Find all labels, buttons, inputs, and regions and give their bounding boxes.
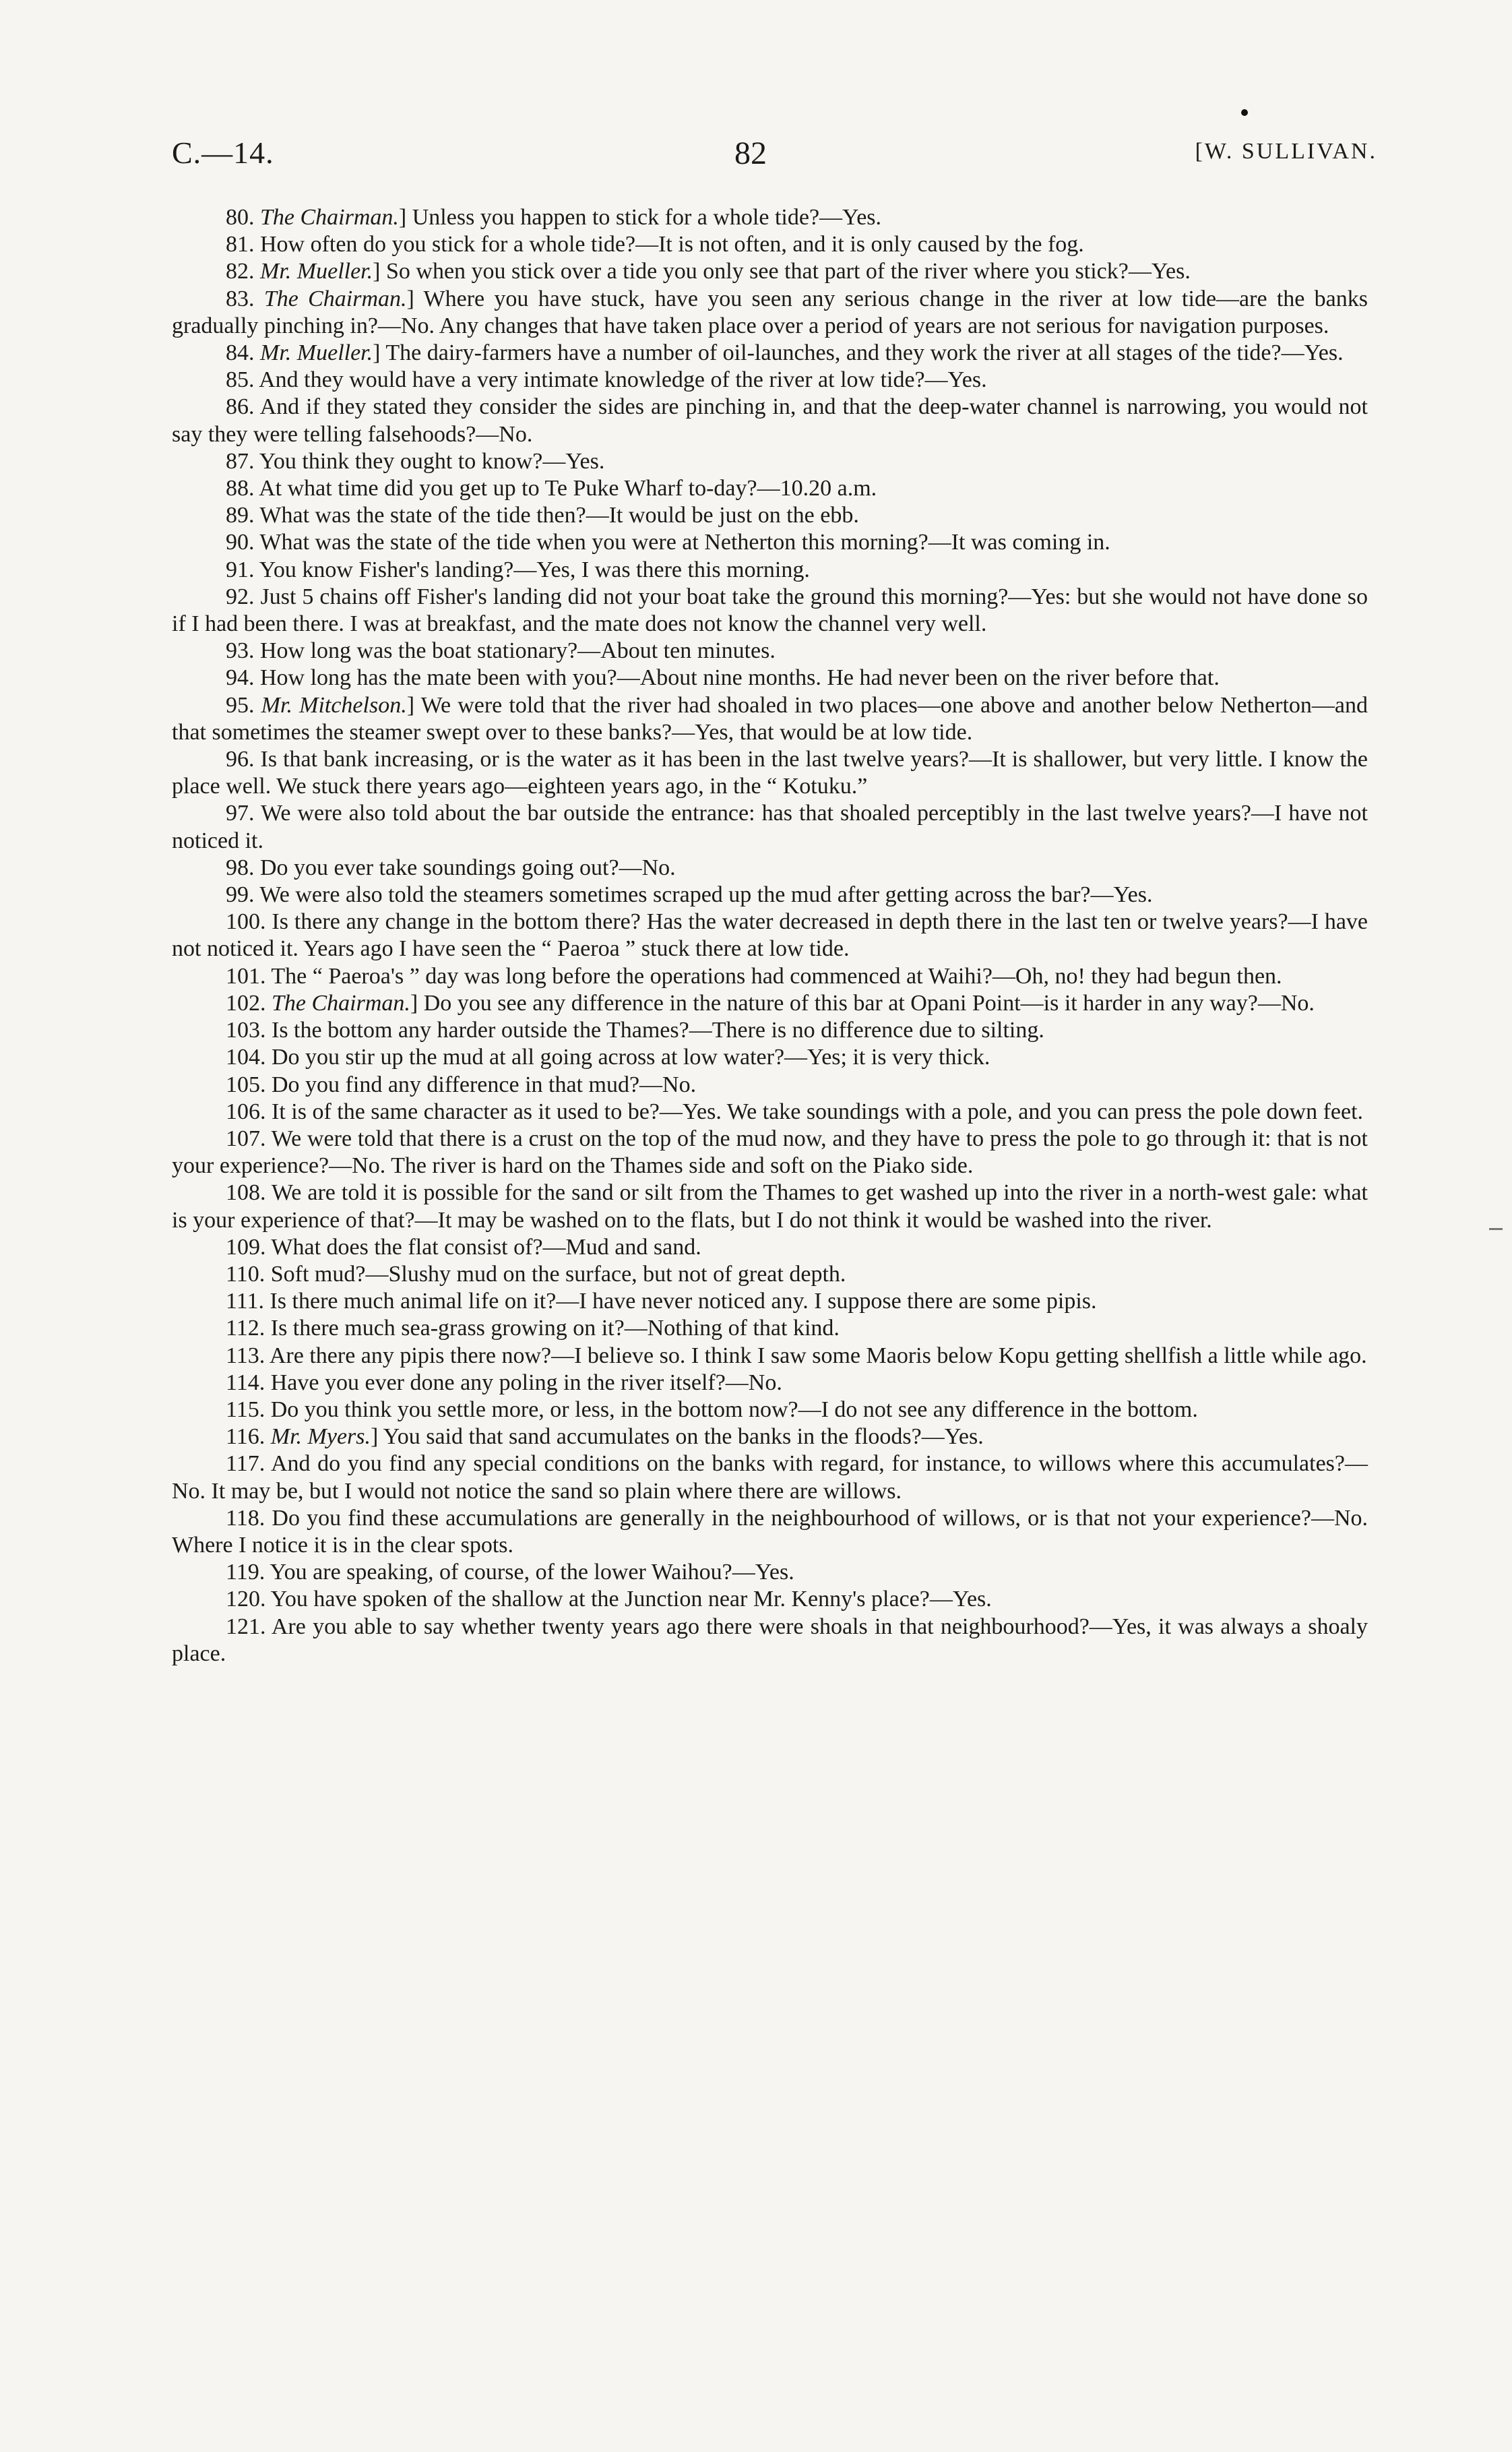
question-number: 87.: [226, 448, 255, 474]
question-number: 117.: [226, 1451, 265, 1477]
question-number: 120.: [226, 1587, 266, 1612]
question-paragraph: [172, 394, 1368, 448]
question-paragraph: [172, 1614, 1368, 1667]
question-paragraph: [172, 367, 1368, 394]
question-paragraph: [172, 963, 1368, 990]
question-answer-text: And do you find any special conditions on the banks with regard, for instance, to willows where this accumulates?—No. It may be, but I would not notice the sand so plain where there are willows.: [172, 1451, 1368, 1504]
question-answer-text: We were also told about the bar outside the entrance: has that shoaled perceptibly in the last twelve years?—I have not noticed it.: [172, 801, 1368, 853]
question-answer-text: And if they stated they consider the sides are pinching in, and that the deep-water channel is narrowing, you would not say they were telling falsehoods?—No.: [172, 394, 1368, 447]
testimony-text: [172, 204, 1368, 1667]
question-paragraph: [172, 1261, 1368, 1288]
question-number: 103.: [226, 1018, 266, 1043]
question-number: 85.: [226, 367, 255, 393]
question-number: 93.: [226, 638, 255, 664]
question-answer-text: Are there any pipis there now?—I believe so. I think I saw some Maoris below Kopu getting shellfish a little while ago.: [269, 1343, 1367, 1368]
question-answer-text: Do you ever take soundings going out?—No.: [260, 855, 676, 880]
question-answer-text: ] Unless you happen to stick for a whole tide?—Yes.: [398, 205, 882, 230]
question-number: 94.: [226, 665, 255, 691]
question-paragraph: [172, 258, 1368, 285]
question-answer-text: Are you able to say whether twenty years ago there were shoals in that neighbourhood?—Yes, it was always a shoaly place.: [172, 1614, 1368, 1666]
question-paragraph: [172, 475, 1368, 502]
question-answer-text: Is the bottom any harder outside the Thames?—There is no difference due to silting.: [272, 1018, 1044, 1043]
question-paragraph: [172, 1234, 1368, 1261]
question-number: 114.: [226, 1370, 265, 1395]
question-paragraph: [172, 638, 1368, 665]
question-paragraph: [172, 1072, 1368, 1099]
speaker-name: Mr. Mueller.: [260, 259, 373, 284]
question-number: 118.: [226, 1505, 265, 1531]
question-number: 109.: [226, 1234, 266, 1260]
question-answer-text: What was the state of the tide when you were at Netherton this morning?—It was coming in.: [259, 530, 1110, 555]
question-number: 100.: [226, 909, 266, 935]
question-answer-text: How long was the boat stationary?—About ten minutes.: [260, 638, 776, 664]
question-paragraph: [172, 1099, 1368, 1126]
question-answer-text: ] Do you see any difference in the nature of this bar at Opani Point—is it harder in any way?—No.: [410, 990, 1315, 1016]
question-paragraph: [172, 1126, 1368, 1179]
question-number: 108.: [226, 1180, 266, 1206]
question-paragraph: [172, 800, 1368, 854]
question-answer-text: Do you think you settle more, or less, in the bottom now?—I do not see any difference in the bottom.: [270, 1397, 1198, 1422]
document-reference: C.—14.: [172, 135, 274, 170]
question-paragraph: [172, 1370, 1368, 1397]
question-number: 81.: [226, 232, 255, 257]
question-number: 95.: [226, 692, 255, 718]
question-answer-text: Is there much animal life on it?—I have never noticed any. I suppose there are some pipis.: [270, 1289, 1097, 1314]
question-answer-text: You know Fisher's landing?—Yes, I was there this morning.: [259, 557, 810, 582]
question-number: 110.: [226, 1261, 265, 1287]
question-number: 88.: [226, 476, 255, 501]
question-paragraph: [172, 882, 1368, 909]
question-number: 90.: [226, 530, 255, 555]
question-number: 105.: [226, 1072, 266, 1097]
question-answer-text: The “ Paeroa's ” day was long before the operations had commenced at Waihi?—Oh, no! they had begun then.: [271, 963, 1282, 989]
question-paragraph: [172, 286, 1368, 340]
question-answer-text: Do you find any difference in that mud?—No.: [272, 1072, 697, 1097]
question-paragraph: [172, 1315, 1368, 1342]
question-paragraph: [172, 1397, 1368, 1423]
speaker-name: Mr. Mitchelson.: [261, 692, 407, 718]
question-paragraph: [172, 1559, 1368, 1586]
question-answer-text: At what time did you get up to Te Puke Wharf to-day?—10.20 a.m.: [259, 476, 877, 501]
question-answer-text: Do you stir up the mud at all going across at low water?—Yes; it is very thick.: [272, 1045, 990, 1070]
question-number: 99.: [226, 882, 255, 908]
question-paragraph: [172, 584, 1368, 638]
question-number: 116.: [226, 1424, 265, 1450]
question-number: 84.: [226, 340, 255, 366]
question-paragraph: [172, 1586, 1368, 1613]
question-paragraph: [172, 855, 1368, 882]
question-number: 91.: [226, 557, 255, 582]
question-answer-text: Just 5 chains off Fisher's landing did not your boat take the ground this morning?—Yes: but she would not have done so if I had been there. I was at breakfast, and the mate does not know the channel very well.: [172, 584, 1368, 637]
print-speck: [1241, 109, 1248, 116]
question-number: 83.: [226, 286, 255, 311]
question-number: 119.: [226, 1560, 265, 1585]
question-answer-text: Soft mud?—Slushy mud on the surface, but not of great depth.: [270, 1261, 846, 1287]
question-answer-text: Is there much sea-grass growing on it?—Nothing of that kind.: [270, 1316, 840, 1341]
question-answer-text: You think they ought to know?—Yes.: [259, 448, 605, 474]
page-number: 82: [734, 135, 767, 171]
question-paragraph: [172, 746, 1368, 800]
question-answer-text: We are told it is possible for the sand or silt from the Thames to get washed up into the river in a north-west gale: what is your experience of that?—It may be washed on to the flats, but I do not think it would be washed into the river.: [172, 1180, 1368, 1233]
question-answer-text: You have spoken of the shallow at the Junction near Mr. Kenny's place?—Yes.: [270, 1587, 992, 1612]
question-paragraph: [172, 502, 1368, 529]
question-number: 80.: [226, 205, 255, 230]
question-number: 92.: [226, 584, 255, 609]
speaker-name: The Chairman.: [272, 990, 410, 1016]
question-answer-text: Have you ever done any poling in the river itself?—No.: [270, 1370, 782, 1395]
question-paragraph: [172, 1044, 1368, 1071]
question-answer-text: Is that bank increasing, or is the water as it has been in the last twelve years?—It is shallower, but very little. I know the place well. We stuck there years ago—eighteen years ago, in the “ Kotuku.”: [172, 747, 1368, 799]
question-number: 111.: [226, 1289, 264, 1314]
question-answer-text: We were also told the steamers sometimes scraped up the mud after getting across the bar?—Yes.: [259, 882, 1153, 908]
speaker-name: Mr. Mueller.: [260, 340, 373, 366]
question-number: 106.: [226, 1099, 266, 1124]
question-paragraph: [172, 529, 1368, 556]
question-number: 107.: [226, 1126, 266, 1151]
question-number: 115.: [226, 1397, 265, 1422]
question-answer-text: It is of the same character as it used to be?—Yes. We take soundings with a pole, and you can press the pole down feet.: [272, 1099, 1364, 1124]
question-answer-text: We were told that there is a crust on the top of the mud now, and they have to press the pole to go through it: that is not your experience?—No. The river is hard on the Thames side and soft on the Piako side.: [172, 1126, 1368, 1179]
question-number: 98.: [226, 855, 255, 880]
question-number: 121.: [226, 1614, 266, 1639]
question-number: 102.: [226, 990, 266, 1016]
question-paragraph: [172, 692, 1368, 746]
question-answer-text: ] You said that sand accumulates on the banks in the floods?—Yes.: [371, 1424, 984, 1450]
question-paragraph: [172, 909, 1368, 962]
question-paragraph: [172, 204, 1368, 231]
witness-name: [W. SULLIVAN.: [1195, 139, 1377, 164]
question-paragraph: [172, 448, 1368, 475]
question-paragraph: [172, 1288, 1368, 1315]
question-number: 101.: [226, 963, 266, 989]
question-paragraph: [172, 340, 1368, 367]
question-answer-text: Is there any change in the bottom there? Has the water decreased in depth there in the last ten or twelve years?—I have not noticed it. Years ago I have seen the “ Paeroa ” stuck there at low tide.: [172, 909, 1368, 962]
question-answer-text: What does the flat consist of?—Mud and sand.: [271, 1234, 701, 1260]
question-paragraph: [172, 1450, 1368, 1504]
question-paragraph: [172, 1423, 1368, 1450]
question-number: 97.: [226, 801, 255, 826]
page-header: [172, 135, 1377, 182]
question-paragraph: [172, 990, 1368, 1017]
question-paragraph: [172, 557, 1368, 584]
question-paragraph: [172, 1505, 1368, 1559]
question-number: 96.: [226, 747, 255, 772]
question-paragraph: [172, 665, 1368, 692]
question-number: 82.: [226, 259, 255, 284]
question-paragraph: [172, 1179, 1368, 1233]
question-paragraph: [172, 231, 1368, 258]
question-answer-text: ] So when you stick over a tide you only see that part of the river where you stick?—Yes.: [373, 259, 1191, 284]
question-number: 104.: [226, 1045, 266, 1070]
question-answer-text: And they would have a very intimate knowledge of the river at low tide?—Yes.: [259, 367, 987, 393]
question-answer-text: Do you find these accumulations are generally in the neighbourhood of willows, or is that not your experience?—No. Where I notice it is in the clear spots.: [172, 1505, 1368, 1558]
question-answer-text: ] We were told that the river had shoaled in two places—one above and another below Netherton—and that sometimes the steamer swept over to these banks?—Yes, that would be at low tide.: [172, 692, 1368, 745]
margin-mark: [1489, 1228, 1503, 1230]
question-number: 113.: [226, 1343, 265, 1368]
question-number: 112.: [226, 1316, 265, 1341]
question-answer-text: How long has the mate been with you?—About nine months. He had never been on the river before that.: [260, 665, 1220, 691]
speaker-name: Mr. Myers.: [270, 1424, 371, 1450]
question-answer-text: ] The dairy-farmers have a number of oil-launches, and they work the river at all stages of the tide?—Yes.: [373, 340, 1344, 366]
question-number: 86.: [226, 394, 255, 420]
question-answer-text: ] Where you have stuck, have you seen any serious change in the river at low tide—are the banks gradually pinching in?—No. Any changes that have taken place over a period of years are not serious for navigation purposes.: [172, 286, 1368, 338]
speaker-name: The Chairman.: [263, 286, 407, 311]
question-paragraph: [172, 1017, 1368, 1044]
question-answer-text: You are speaking, of course, of the lower Waihou?—Yes.: [270, 1560, 794, 1585]
speaker-name: The Chairman.: [260, 205, 399, 230]
question-paragraph: [172, 1343, 1368, 1370]
question-answer-text: What was the state of the tide then?—It would be just on the ebb.: [259, 503, 859, 528]
question-number: 89.: [226, 503, 255, 528]
question-answer-text: How often do you stick for a whole tide?—It is not often, and it is only caused by the fog.: [260, 232, 1084, 257]
